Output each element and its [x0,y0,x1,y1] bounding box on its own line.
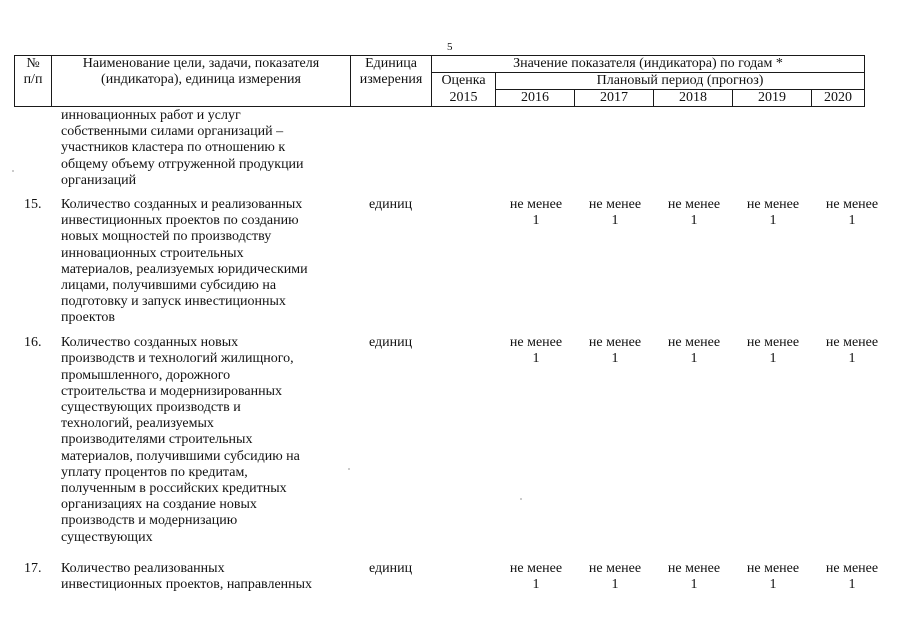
header-estimate: Оценка [441,73,486,88]
value-2017-label: не менее [588,561,642,576]
row-unit: единиц [369,561,413,576]
row-name-line: инновационных строительных [61,246,244,261]
value-2016: 1 [532,213,540,228]
row-name-line: производств и технологий жилищного, [61,351,294,366]
row-number: 15. [24,197,42,212]
header-year-2019: 2019 [758,90,786,105]
row-name-line: общему объему отгруженной продукции [61,157,304,172]
header-year-2018: 2018 [679,90,707,105]
value-2018-label: не менее [667,335,721,350]
value-2016-label: не менее [509,335,563,350]
row-unit: единиц [369,335,413,350]
row-unit: единиц [369,197,413,212]
row-name-line: инновационных работ и услуг [61,108,241,123]
scan-speck [520,498,522,500]
value-2016: 1 [532,577,540,592]
value-2018: 1 [690,577,698,592]
row-name-line: материалов, реализуемых юридическими [61,262,308,277]
row-name-line: Количество созданных и реализованных [61,197,303,212]
page-number: 5 [447,41,453,53]
value-2018-label: не менее [667,561,721,576]
value-2019-label: не менее [746,335,800,350]
value-2017-label: не менее [588,197,642,212]
header-year-2015: 2015 [449,90,478,105]
row-name-line: проектов [61,310,116,325]
row-name-line: полученным в российских кредитных [61,481,287,496]
header-year-2016: 2016 [521,90,549,105]
value-2017-label: не менее [588,335,642,350]
header-planned-period: Плановый период (прогноз) [596,73,764,88]
scan-speck [348,468,350,470]
header-year-2017: 2017 [600,90,628,105]
scan-speck [12,170,14,172]
row-name-line: технологий, реализуемых [61,416,214,431]
row-name-line: собственными силами организаций – [61,124,284,139]
row-name-line: промышленного, дорожного [61,368,231,383]
row-name-line: существующих производств и [61,400,241,415]
value-2020-label: не менее [825,197,879,212]
header-unit: Единица измерения [359,56,423,87]
row-name-line: участников кластера по отношению к [61,140,286,155]
value-2017: 1 [611,351,619,366]
row-name-line: подготовку и запуск инвестиционных [61,294,286,309]
value-2018-label: не менее [667,197,721,212]
row-name-line: организаций [61,173,137,188]
value-2019-label: не менее [746,197,800,212]
header-num: № п/п [23,56,43,87]
value-2020-label: не менее [825,335,879,350]
row-name-line: строительства и модернизированных [61,384,282,399]
row-name-line: производств и модернизацию [61,513,238,528]
value-2016: 1 [532,351,540,366]
header-name: Наименование цели, задачи, показателя (индикатора), единица измерения [82,56,320,87]
row-name-line: производителями строительных [61,432,253,447]
row-name-line: Количество созданных новых [61,335,239,350]
value-2018: 1 [690,351,698,366]
value-2016-label: не менее [509,561,563,576]
row-name-line: материалов, получившими субсидию на [61,449,300,464]
row-name-line: новых мощностей по производству [61,229,272,244]
header-values-group: Значение показателя (индикатора) по годам * [513,56,783,71]
value-2018: 1 [690,213,698,228]
row-name-line: уплату процентов по кредитам, [61,465,248,480]
value-2019: 1 [769,351,777,366]
value-2016-label: не менее [509,197,563,212]
value-2020: 1 [848,213,856,228]
value-2020-label: не менее [825,561,879,576]
row-number: 16. [24,335,42,350]
value-2017: 1 [611,213,619,228]
row-name-line: инвестиционных проектов, направленных [61,577,313,592]
header-year-2020: 2020 [824,90,852,105]
row-name-line: инвестиционных проектов по созданию [61,213,299,228]
row-name-line: Количество реализованных [61,561,225,576]
value-2019: 1 [769,213,777,228]
row-name-line: организациях на создание новых [61,497,257,512]
row-name-line: лицами, получившими субсидию на [61,278,277,293]
value-2020: 1 [848,351,856,366]
value-2017: 1 [611,577,619,592]
value-2019-label: не менее [746,561,800,576]
value-2020: 1 [848,577,856,592]
row-name-line: существующих [61,530,153,545]
row-number: 17. [24,561,42,576]
value-2019: 1 [769,577,777,592]
